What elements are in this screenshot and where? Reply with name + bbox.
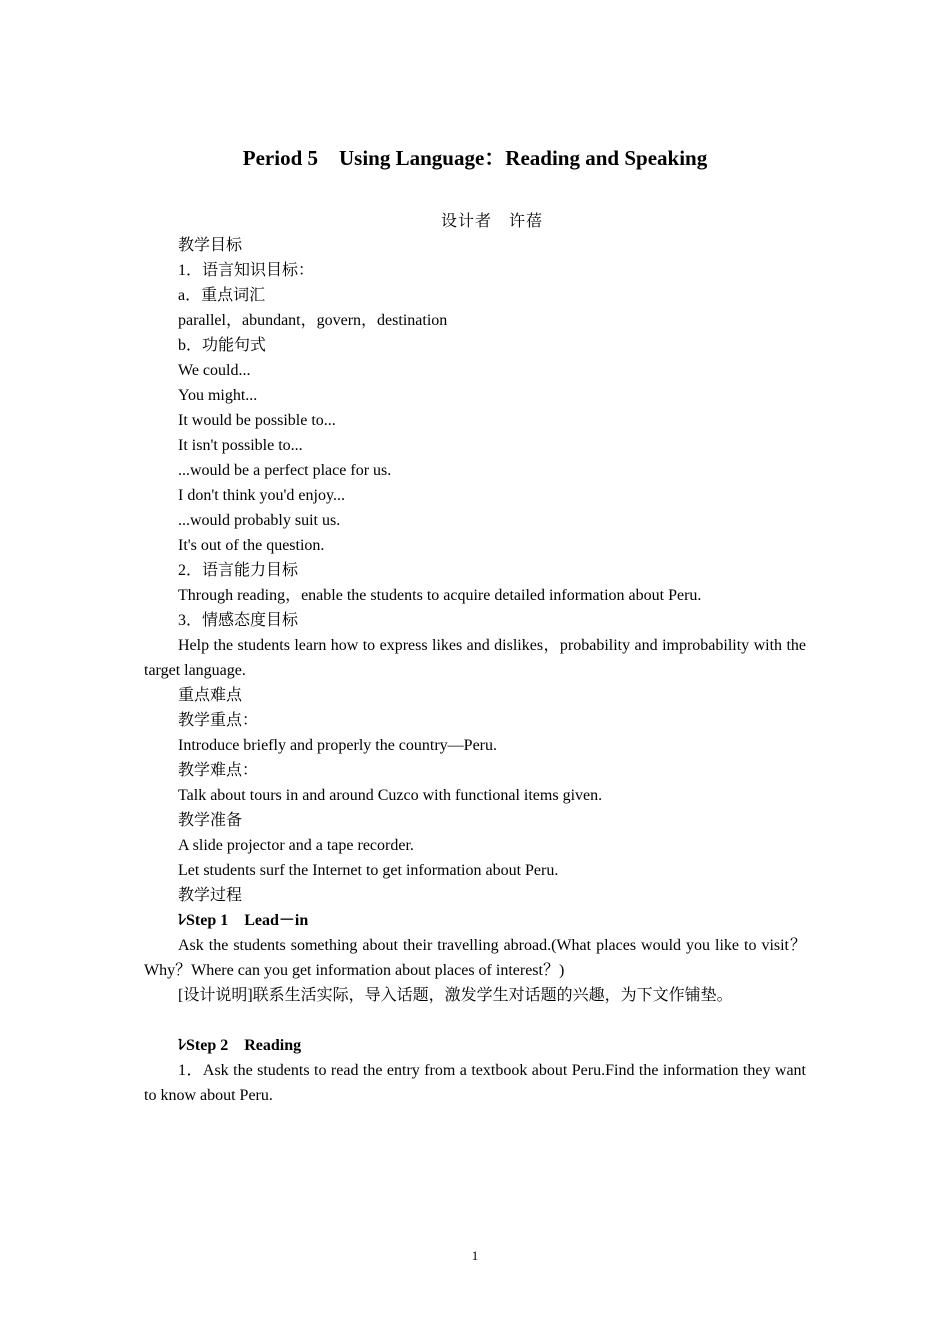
document-body (144, 233, 806, 1108)
document-title: Period 5 Using Language：Reading and Speaking (242, 146, 708, 170)
objective-3-heading: 3．情感态度目标 (178, 612, 299, 629)
key-points-heading: 重点难点 (178, 687, 243, 704)
pattern-item: It would be possible to... (178, 412, 336, 429)
focus-text: Introduce briefly and properly the country—Peru. (178, 737, 498, 754)
step-1-design-note: [设计说明]联系生活实际，导入话题，激发学生对话题的兴趣，为下文作铺垫。 (178, 987, 733, 1004)
preparation-heading: 教学准备 (178, 812, 243, 829)
pattern-item: I don't think you'd enjoy... (178, 487, 345, 504)
pattern-item: We could... (178, 362, 251, 379)
difficulty-heading: 教学难点： (178, 762, 259, 779)
process-heading: 教学过程 (178, 887, 243, 904)
preparation-item: A slide projector and a tape recorder. (178, 837, 414, 854)
objective-1b-heading: b．功能句式 (178, 337, 267, 354)
preparation-item: Let students surf the Internet to get information about Peru. (178, 862, 559, 879)
focus-heading: 教学重点： (178, 712, 259, 729)
step-2-title: ﾚStep 2 Reading (178, 1037, 302, 1054)
pattern-item: It's out of the question. (178, 537, 325, 554)
vocabulary-list: parallel，abundant，govern，destination (178, 312, 448, 329)
spacer (144, 1008, 806, 1033)
pattern-item: ...would probably suit us. (178, 512, 341, 529)
step-1-text: Ask the students something about their travelling abroad.(What places would you like to visit？Why？Where can you get information about places of interest？) (144, 937, 806, 979)
objective-1a-heading: a．重点词汇 (178, 287, 266, 304)
pattern-item: ...would be a perfect place for us. (178, 462, 392, 479)
objectives-heading: 教学目标 (178, 237, 243, 254)
designer-line: 设计者 许蓓 (441, 211, 544, 230)
page-number: 1 (471, 1248, 479, 1263)
pattern-item: It isn't possible to... (178, 437, 303, 454)
step-1-title: ﾚStep 1 Lead－in (178, 912, 309, 929)
pattern-item: You might... (178, 387, 258, 404)
objective-1-heading: 1．语言知识目标： (178, 262, 315, 279)
difficulty-text: Talk about tours in and around Cuzco with functional items given. (178, 787, 603, 804)
step-2-text: 1．Ask the students to read the entry from a textbook about Peru.Find the information they want to know about Peru. (144, 1062, 806, 1104)
objective-3-text: Help the students learn how to express likes and dislikes，probability and improbability with the target language. (144, 637, 806, 679)
objective-2-text: Through reading，enable the students to acquire detailed information about Peru. (178, 587, 702, 604)
objective-2-heading: 2．语言能力目标 (178, 562, 299, 579)
